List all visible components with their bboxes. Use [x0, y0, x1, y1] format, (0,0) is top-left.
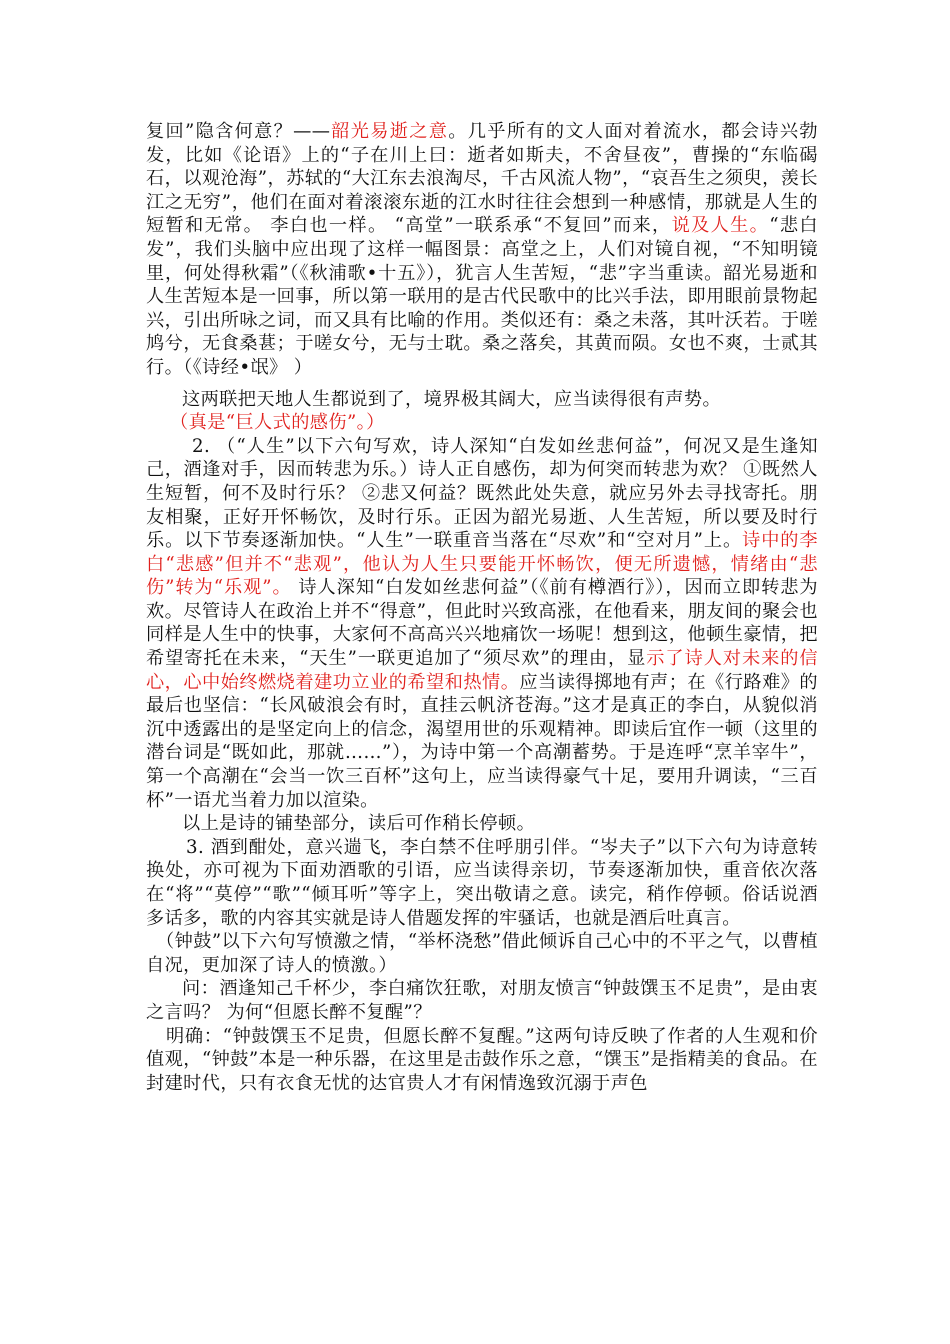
- highlight-run: 诗中的李白“悲感”但并不“悲观”，他认为人生只要能开怀畅饮，便无所遗憾，情绪由“悲伤”转为“乐观”。: [146, 530, 819, 599]
- paragraph-8-question: 问：酒逢知己千杯少，李白痛饮狂歌，对朋友愤言“钟鼓馔玉不足贵”，是由衷之言吗？ 为何“但愿长醉不复醒”？: [146, 978, 818, 1023]
- paragraph-1: [146, 120, 818, 380]
- text-run: 诗人深知“白发如丝悲何益”（《前有樽酒行》），因而立即转悲为欢。尽管诗人在政治上并不“得意”，但此时兴致高涨，在他看来，朋友间的聚会也同样是人生中的快事，大家何不高高兴兴地痛饮一场呢！想到这，他顿生豪情，把希望寄托在未来，“天生”一联更追加了“须尽欢”的理由，显: [146, 577, 818, 670]
- paragraph-3-red: （真是“巨人式的感伤”。）: [170, 412, 385, 434]
- document-page: [146, 120, 818, 1095]
- highlight-run: 示了诗人对未来的信心，心中始终燃烧着建功立业的希望和热情。: [146, 648, 818, 693]
- text-run: 应当读得掷地有声；在《行路难》的最后也坚信：“长风破浪会有时，直挂云帆济苍海。”这才是真正的李白，从貌似消沉中透露出的是坚定向上的信念，渴望用世的乐观精神。即读后宜作一顿（这里的潜台词是“既如此，那就……”），为诗中第一个高潮蓄势。于是连呼“烹羊宰牛”，第一个高潮在“会当一饮三百杯”这句上，应当读得豪气十足，要用升调读，“三百杯”一语尤当着力加以渲染。: [146, 671, 818, 811]
- text-run: 。几乎所有的文人面对着流水，都会诗兴勃发，比如《论语》上的“子在川上曰：逝者如斯夫，不舍昼夜”，曹操的“东临碣石，以观沧海”，苏轼的“大江东去浪淘尽，千古风流人物”，“哀吾生之须臾，羡长江之无穷”，他们在面对着滚滚东逝的江水时往往会想到一种感情，那就是人生的短暂和无常。 李白也一样。 “高堂”一联系承“不复回”而来，: [146, 121, 818, 237]
- paragraph-5: 以上是诗的铺垫部分，读后可作稍长停顿。: [182, 813, 536, 835]
- text-run: “悲白发”，我们头脑中应出现了这样一幅图景：高堂之上，人们对镜自视，“不知明镜里，何处得秋霜”（《秋浦歌•十五》），犹言人生苦短，“悲”字当重读。韶光易逝和人生苦短本是一回事，所以第一联用的是古代民歌中的比兴手法，即用眼前景物起兴，引出所咏之词，而又具有比喻的作用。类似还有：桑之未落，其叶沃若。于嗟鸠兮，无食桑葚；于嗟女兮，无与士耽。桑之落矣，其黄而陨。女也不爽，士贰其行。（《诗经•氓》 ）: [146, 215, 818, 378]
- highlight-run: 说及人生。: [671, 215, 770, 237]
- paragraph-4: [146, 435, 818, 813]
- highlight-run: 韶光易逝之意: [330, 121, 449, 142]
- paragraph-2: 这两联把天地人生都说到了，境界极其阔大，应当读得很有声势。: [182, 388, 722, 410]
- paragraph-6: 3. 酒到酣处，意兴遄飞，李白禁不住呼朋引伴。“岑夫子”以下六句为诗意转换处，亦可视为下面劝酒歌的引语，应当读得亲切，节奏逐渐加快，重音依次落在“将”“莫停”“歌”“倾耳听”等字上，突出敬请之意。读完，稍作停顿。俗话说酒多话多，歌的内容其实就是诗人借题发挥的牢骚话，也就是酒后吐真言。: [146, 836, 818, 929]
- text-run: 2. （“人生”以下六句写欢，诗人深知“白发如丝悲何益”，何况又是生逢知己，酒逢对手，因而转悲为乐。）诗人正自感伤，却为何突而转悲为欢？ ①既然人生短暂，何不及时行乐？ ②悲又何益？既然此处失意，就应另外去寻找寄托。朋友相聚，正好开怀畅饮，及时行乐。正因为韶光易逝、人生苦短，所以要及时行乐。以下节奏逐渐加快。“人生”一联重音当落在“尽欢”和“空对月”上。: [146, 435, 818, 552]
- paragraph-9-answer: 明确：“钟鼓馔玉不足贵，但愿长醉不复醒。”这两句诗反映了作者的人生观和价值观，“钟鼓”本是一种乐器，在这里是击鼓作乐之意，“馔玉”是指精美的食品。在封建时代，只有衣食无忧的达官贵人才有闲情逸致沉溺于声色: [146, 1025, 818, 1094]
- text-run: 复回”隐含何意？——: [146, 121, 331, 142]
- paragraph-7: （钟鼓”以下六句写愤激之情，“举杯浇愁”借此倾诉自己心中的不平之气，以曹植自况，更加深了诗人的愤激。）: [146, 931, 818, 976]
